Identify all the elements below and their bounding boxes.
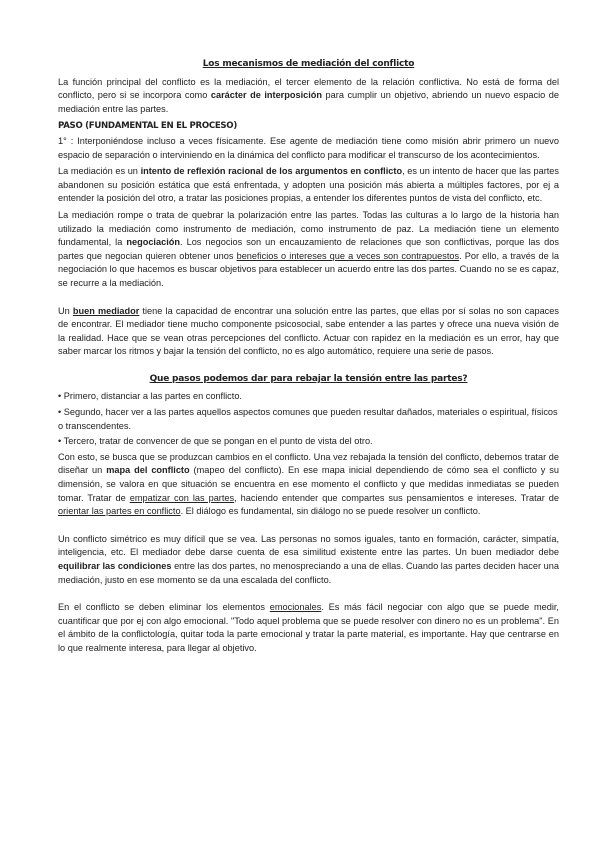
underlined-term: orientar las partes en conflicto [58,506,181,517]
bold-term: negociación [126,237,180,248]
underlined-term: emocionales [269,602,322,613]
bold-term: equilibrar las condiciones [58,561,172,571]
paragraph-intro: La función principal del conflicto es la mediación, el tercer elemento de la relación conflictiva. No está de forma del conflicto, pero si se incorpora como carácter de interposición para cumplir un objetivo, abriendo un nuevo espacio de mediación entre las partes. [58,76,559,114]
bold-underlined-term: buen mediador [72,305,140,316]
bold-term: mapa del conflicto [106,465,190,476]
paragraph-good-mediator: Un buen mediador tiene la capacidad de encontrar una solución entre las partes, que ellas por sí solas no son capaces de encontrar. El mediador tiene mucho componente psicosocial, sabe entender a las partes y ofrece una nueva visión de la realidad. Hace que se vean otras percepciones del conflicto. Actuar con rapidez en la mediación es un error, hay que saber marcar los ritmos y bajar la tensión del conflicto, no es algo automático, requiere una serie de pasos. [58,305,559,357]
list-item: • Primero, distanciar a las partes en conflicto. [58,391,242,402]
paragraph-step-one: 1° : Interponiéndose incluso a veces físicamente. Ese agente de mediación tiene como misión abrir primero un nuevo espacio de separación o interviniendo en la dinámica del conflicto para modificar el transcurso de los acontecimientos. [58,135,559,160]
paragraph-rational-reflection: La mediación es un intento de reflexión racional de los argumentos en conflicto, es un intento de hacer que las partes abandonen su posición estática que está enfrentada, y adopten una posición más abierta a múltiples factores, por ej a entender la posición del otro, a tratar las posiciones propias, a entender los diferentes puntos de vista del conflicto, etc. [58,166,560,204]
list-item: • Tercero, tratar de convencer de que se pongan en el punto de vista del otro. [58,436,373,447]
list-item: • Segundo, hacer ver a las partes aquellos aspectos comunes que pueden resultar dañados, materiales o espiritual, físicos o transcendentes. [58,407,558,431]
section-heading: PASO (FUNDAMENTAL EN EL PROCESO) [58,121,237,132]
paragraph-conflict-map: Con esto, se busca que se produzcan cambios en el conflicto. Una vez rebajada la tensión del conflicto, debemos tratar de diseñar un mapa del conflicto (mapeo del conflicto). En ese mapa inicial dependiendo de cómo sea el conflicto y su dimensión, se valora en que situación se encuentra en ese momento el conflicto y que medidas inmediatas se pueden tomar. Tratar de empatizar con las partes, haciendo entender que compartes sus pensamientos e intereses. Tratar de orientar las partes en conflicto. El diálogo es fundamental, sin diálogo no se puede resolver un conflicto. [58,451,559,517]
bold-term: intento de reflexión racional de los argumentos en conflicto [140,166,403,177]
paragraph-symmetric-conflict: Un conflicto simétrico es muy difícil que se vea. Las personas no somos iguales, tanto en formación, carácter, simpatía, inteligencia, etc. El mediador debe darse cuenta de esa similitud existente entre las partes. Un buen mediador debe equilibrar las condiciones entre las dos partes, no menospreciando a una de ellas. Cuando las partes deciden hacer una mediación, justo en ese momento se da una escalada del conflicto. [58,533,559,585]
document-title: Los mecanismos de mediación del conflicto [202,59,415,69]
underlined-term: empatizar con las partes [129,492,235,503]
bold-term: carácter de interposición [210,90,323,101]
paragraph-emotional-elements: En el conflicto se deben eliminar los elementos emocionales. Es más fácil negociar con algo que se puede medir, cuantificar que por ej con algo emocional. "Todo aquel problema que se puede resolver con dinero no es un problema". En el ámbito de la conflictología, quitar toda la parte emocional y tratar la parte material, es importante. Hay que centrarse en lo que realmente interesa, para llegar al objetivo. [58,602,559,653]
section-subtitle: Que pasos podemos dar para rebajar la tensión entre las partes? [149,373,468,384]
underlined-term: beneficios o intereses que a veces son contrapuestos [236,250,460,261]
paragraph-negotiation: La mediación rompe o trata de quebrar la polarización entre las partes. Todas las culturas a lo largo de la historia han utilizado la mediación como instrumento de mediación, como instrumento de paz. La mediación tiene un elemento fundamental, la negociación. Los negocios son un encauzamiento de relaciones que son conflictivas, porque las dos partes que negocian quieren obtener unos beneficios o intereses que a veces son contrapuestos. Por ello, a través de la negociación lo que hacemos es buscar objetivos para establecer un acuerdo entre las dos partes. Cuando no se es capaz, se recurre a la mediación. [58,209,559,288]
